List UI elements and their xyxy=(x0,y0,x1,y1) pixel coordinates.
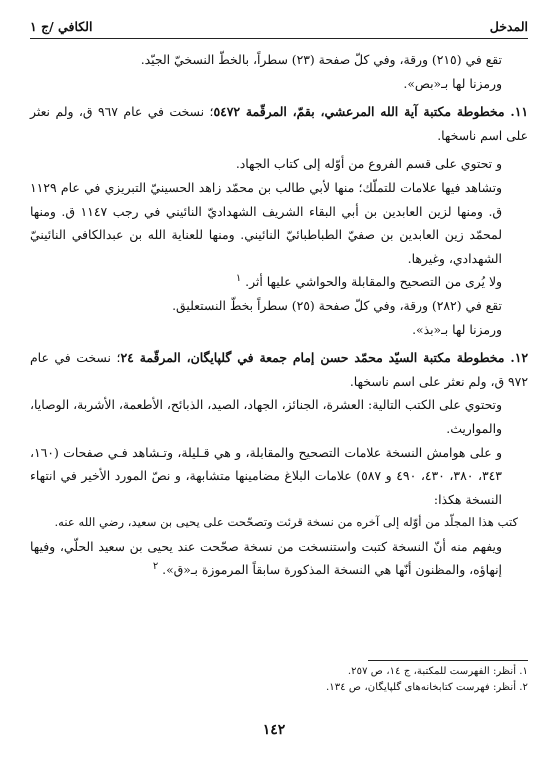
page xyxy=(20,12,528,752)
paragraph: و تحتوي على قسم الفروع من أوّله إلى كتاب الجهاد. xyxy=(235,156,502,172)
paragraph: ورمزنا لها بـ«بص». xyxy=(403,75,502,91)
header-rule xyxy=(30,38,528,39)
paragraph-text: ولا يُرى من التصحيح والمقابلة والحواشي عليها أثر. xyxy=(245,274,502,290)
quoted-colophon: كتب هذا المجلّد من أوّله إلى آخره من نسخة قرئت وتصحّحت على يحيى بن سعيد، رضي الله عنه. xyxy=(54,515,518,530)
header-section-title: المدخل xyxy=(489,19,528,34)
paragraph-text: ويفهم منه أنّ النسخة كتبت واستنسخت من نسخة صحّحت عند يحيى بن سعيد الحلّي، وفيها إنهاؤه‏، والمظنون أنّها هي النسخة المذكورة سابقاً المرموزة بـ«ق». xyxy=(30,538,502,578)
paragraph: تقع في (٢١٥) ورقة، وفي كلّ صفحة (٢٣) سطراً، بالخطّ النسخيّ الجيّد. xyxy=(140,52,502,67)
footnote-marker: ٢ xyxy=(152,561,159,573)
paragraph: وتحتوي على الكتب التالية: العشرة، الجنائز، الجهاد، الصيد، الذبائح، الأطعمة، الأشربة، الوصايا، والمواريث. xyxy=(30,397,502,436)
paragraph: وتشاهد فيها علامات للتملّك؛ منها لأبي طالب بن محمّد زاهد الحسينيّ التبريزي في عام ١١٢٩ ق. ومنها لزين العابدين بن أبي البقاء الشريف الشهداديّ النائيني في رجب ١١٤٧ ق. ومنها لمحمّد زين العابدين بن صفيّ الطباطبائيّ النائيني. ومنها للعناية الله بن عبدالكافي النائينيّ الشهدادي، وغيرها. xyxy=(30,179,502,266)
footnote-rule xyxy=(368,660,528,661)
main-text xyxy=(30,48,528,582)
running-header xyxy=(30,12,528,34)
section-12-text: ؛ نسخت في عام ٩٧٢ ق، ولم نعثر على اسم ناسخها. xyxy=(30,350,528,389)
section-12 xyxy=(30,346,528,393)
footnote: ٢. أنظر: فهرست كتابخانه‌هاى گلپايگان، ص ١٣٤. xyxy=(326,682,528,693)
section-11-text: ؛ نسخت في عام ٩٦٧ ق، ولم نعثر على اسم ناسخها. xyxy=(30,104,528,143)
footnote-marker: ١ xyxy=(235,273,242,285)
paragraph xyxy=(30,270,528,294)
page-number: ١٤٢ xyxy=(262,722,286,738)
header-book-title: الكافي /ج ١ xyxy=(30,19,93,34)
paragraph: ورمزنا لها بـ«بذ». xyxy=(412,321,502,337)
footnotes xyxy=(30,664,528,696)
section-11 xyxy=(30,100,528,147)
section-12-title: ١٢. مخطوطة مكتبة السيّد محمّد حسن إمام جمعة في گلپايگان، المرقّمة ٢٤ xyxy=(120,350,528,366)
paragraph xyxy=(30,535,528,582)
footnote: ١. أنظر: الفهرست للمكتبة، ج ١٤، ص ٢٥٧. xyxy=(347,666,528,677)
section-11-title: ١١. مخطوطة مكتبة آية الله المرعشي‏، بقمّ، المرقّمة ٥٤٧٢ xyxy=(213,104,529,120)
paragraph: تقع في (٢٨٢) ورقة، وفي كلّ صفحة (٢٥) سطراً بخطّ النستعليق. xyxy=(172,297,502,313)
paragraph: و على هوامش النسخة علامات التصحيح والمقابلة، و هي قـليلة، وتـشاهد فـي صفحات (١٦٠، ٣٤٣، ٣٨٠، ٤٣٠، ٤٩٠ و ٥٨٧) علامات البلاغ مضامينها متشابهة، و نصّ المورد الأخير في انتهاء النسخة هكذا: xyxy=(30,444,502,507)
